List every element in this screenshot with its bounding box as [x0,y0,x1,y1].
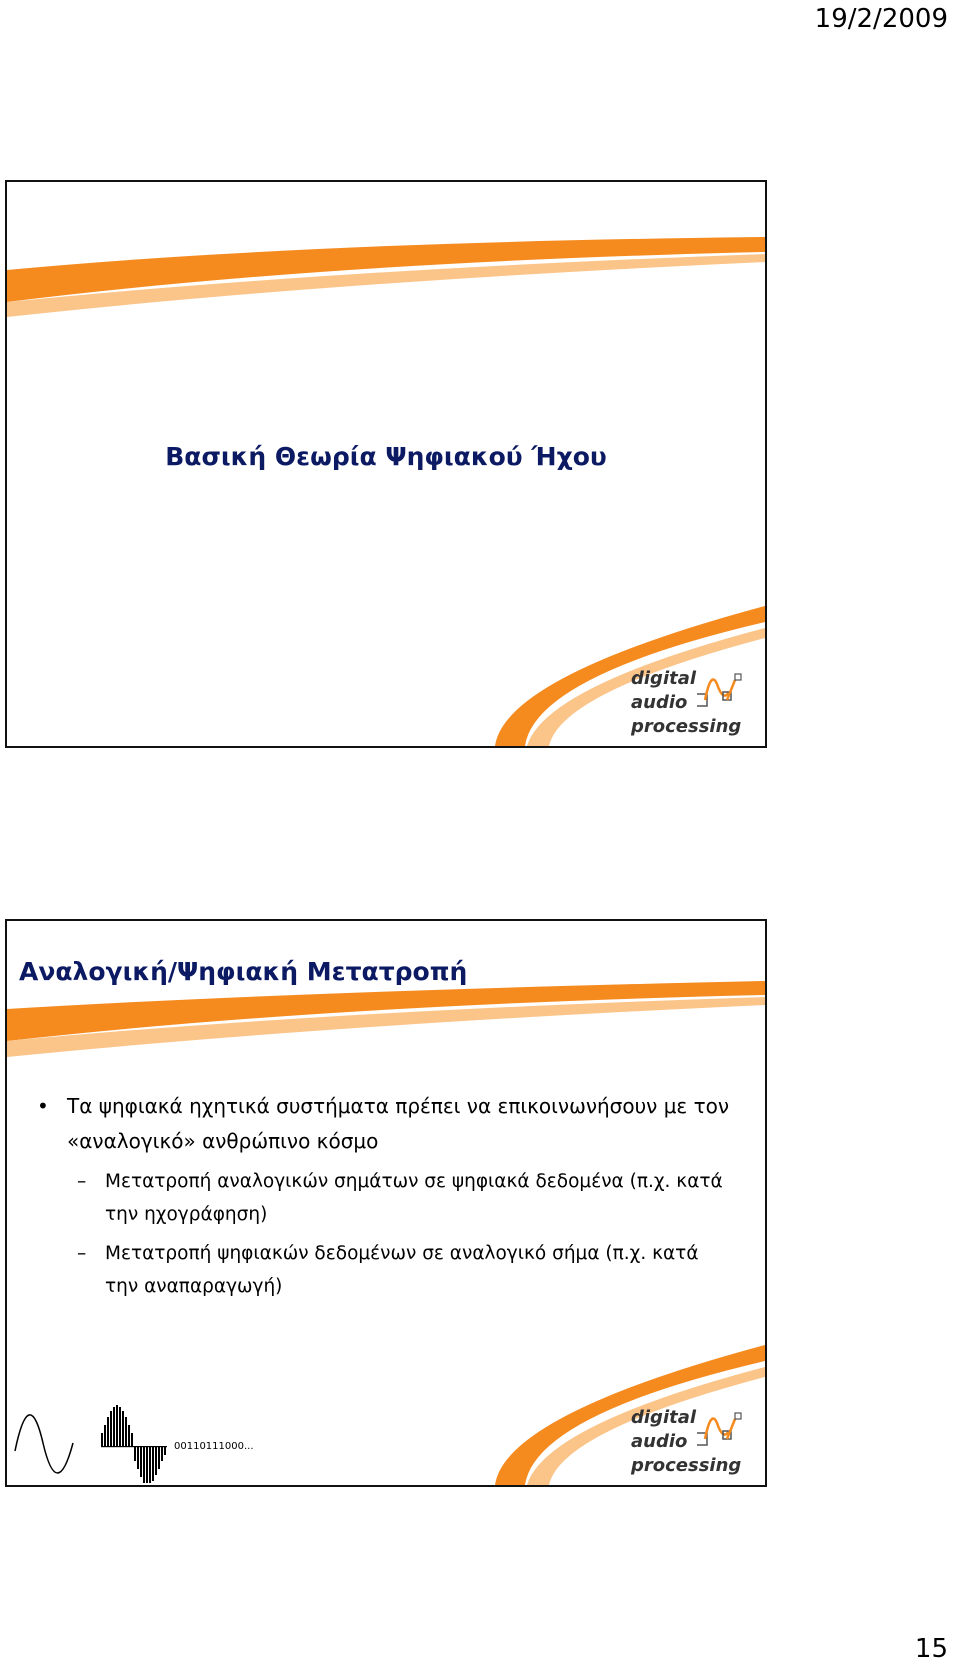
slide-content [37,1089,737,1303]
slide-2 [5,919,767,1487]
sub-item: – Μετατροπή αναλογικών σημάτων σε ψηφιακά δεδομένα (π.χ. κατά την ηχογράφηση) [37,1165,737,1231]
dash-icon: – [77,1171,87,1192]
orange-swoosh-decoration [7,182,765,342]
analog-wave-icon [15,1415,73,1473]
slide-1 [5,180,767,748]
digital-audio-processing-logo: digital audio processing [631,1407,742,1476]
slide-title: Αναλογική/Ψηφιακή Μετατροπή [19,957,468,986]
sub-item: – Μετατροπή ψηφιακών δεδομένων σε αναλογικό σήμα (π.χ. κατά την αναπαραγωγή) [37,1237,737,1303]
waveform-icon [697,670,743,716]
waveform-icon [697,1409,743,1455]
binary-text: 00110111000... [174,1441,254,1452]
bullet-item: • Τα ψηφιακά ηχητικά συστήματα πρέπει να επικοινωνήσουν με τον «αναλογικό» ανθρώπινο κόσμο [37,1089,737,1159]
bullet-icon: • [37,1094,49,1118]
sampled-wave-icon [101,1405,167,1483]
header-date: 19/2/2009 [814,4,948,34]
slide-title: Βασική Θεωρία Ψηφιακού Ήχου [165,442,607,471]
analog-digital-illustration [9,1403,279,1483]
dash-icon: – [77,1243,87,1264]
digital-audio-processing-logo: digital audio processing [631,668,742,737]
page-number: 15 [914,1634,948,1664]
